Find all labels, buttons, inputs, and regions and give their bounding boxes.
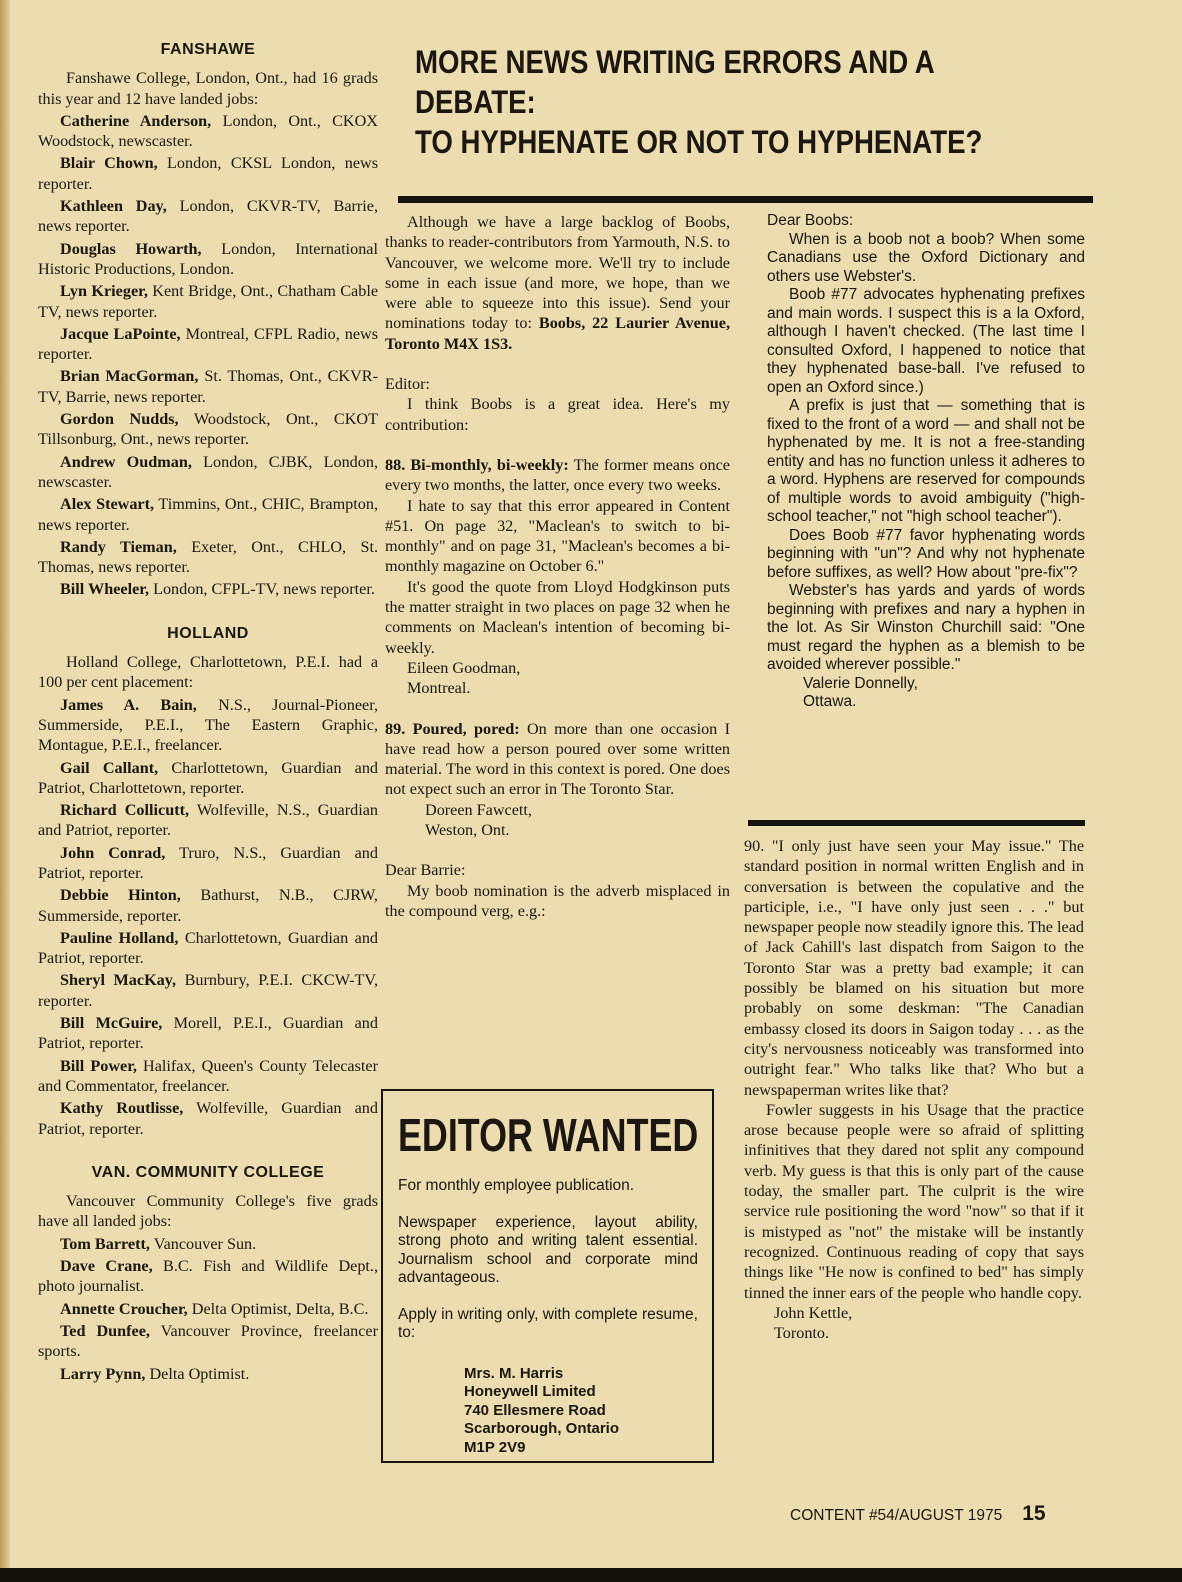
graduate-details: Truro, N.S., Guardian and Patriot, reporter. <box>38 843 378 882</box>
graduate-details: Kent Bridge, Ont., Chatham Cable TV, news reporter. <box>38 282 378 321</box>
ad-p2: Newspaper experience, layout ability, strong photo and writing talent essential. Journalism school and corporate mind advantageous. <box>398 1213 698 1286</box>
graduate-entry <box>38 494 378 535</box>
graduate-name: Randy Tieman, <box>60 537 177 556</box>
graduate-details: Timmins, Ont., CHIC, Brampton, news reporter. <box>38 495 378 534</box>
item-90-p2: Fowler suggests in his Usage that the practice arose because people were so afraid of splitting infinitives that they dared not split any compound verb. My guess is that this is only part of the cause today, the smaller part. The culprit is the wire service rule positioning the word "now" so that if it is mistyped as "not" the mistake will be instantly recognized. Continuous reading of copy that says things like "He now is confined to bed" has simply tinned the inner ears of the people who handle copy. <box>744 1100 1084 1302</box>
graduate-entry <box>38 928 378 969</box>
graduate-entry <box>38 409 378 450</box>
headline-line-2: TO HYPHENATE OR NOT TO HYPHENATE? <box>415 124 983 160</box>
graduate-details: Charlottetown, Guardian and Patriot, reporter. <box>38 928 379 968</box>
graduate-entry <box>38 1234 378 1254</box>
item-89: 89. Poured, pored: On more than one occasion I have read how a person poured over some written material. The word in this context is pored. One does not expect such an error in The Toronto Star. <box>385 719 731 799</box>
graduate-entry <box>38 281 378 322</box>
graduate-entry <box>38 537 378 578</box>
graduate-details: B.C. Fish and Wildlife Dept., photo journalist. <box>38 1257 379 1296</box>
graduate-entry <box>38 1098 378 1139</box>
graduate-name: Annette Croucher, <box>60 1299 188 1318</box>
right-column-rule <box>748 820 1085 826</box>
graduate-name: Tom Barrett, <box>60 1234 150 1253</box>
editor-salutation: Editor: <box>385 375 430 394</box>
graduate-entry <box>38 1321 378 1362</box>
graduate-entry <box>38 800 378 841</box>
graduate-entry <box>38 1013 378 1054</box>
graduate-name: Alex Stewart, <box>60 495 155 514</box>
graduate-entry <box>38 970 378 1011</box>
graduate-details: Vancouver Province, freelancer sports. <box>38 1321 378 1361</box>
graduate-details: Halifax, Queen's County Telecaster and Commentator, freelancer. <box>38 1056 378 1095</box>
graduate-entry <box>38 843 378 884</box>
right-column-letter <box>767 212 1085 712</box>
item-90-column <box>744 836 1084 1343</box>
graduate-name: John Conrad, <box>60 843 166 862</box>
ad-address-line: 740 Ellesmere Road <box>464 1401 606 1419</box>
graduate-details: London, CKSL London, news reporter. <box>38 154 378 193</box>
graduate-name: Larry Pynn, <box>60 1364 146 1383</box>
graduate-name: Andrew Oudman, <box>60 452 192 471</box>
graduate-entry <box>38 695 378 756</box>
graduate-details: London, International Historic Productions, London. <box>38 239 378 278</box>
right-p5: Webster's has yards and yards of words beginning with prefixes and nary a hyphen in the lot. As Sir Winston Churchill said: "One must regard the hyphen as a blemish to be avoided wherever possible." <box>767 582 1085 673</box>
vancouver-intro: Vancouver Community College's five grads have all landed jobs: <box>38 1192 378 1231</box>
right-signature-name: Valerie Donnelly, <box>803 674 918 692</box>
graduate-details: London, CKVR-TV, Barrie, news reporter. <box>38 197 379 236</box>
item-90-lead: 90. "I only just have seen your May issue." The standard position in normal written English and in conversation is between the copulative and the participle, i.e., "I have only just seen . . ." but newspaper people now steadily ignore this. The lead of Jack Cahill's last dispatch from Saigon to the Toronto Star was a pretty bad example; it can possibly be blamed on his situation but more probably on some deskman: "The Canadian embassy closed its doors in Saigon today . . . as the city's nervousness noticeably was transformed into outright fear." Who talks like that? Who but a newspaperman writes like that? <box>744 837 1084 1099</box>
graduate-name: Pauline Holland, <box>60 928 179 947</box>
graduate-entry <box>38 324 378 365</box>
headline-line-1: MORE NEWS WRITING ERRORS AND A DEBATE: <box>415 44 934 120</box>
graduate-entry <box>38 239 378 280</box>
graduate-details: Bathurst, N.B., CJRW, Summerside, reporter. <box>38 886 378 925</box>
fanshawe-list <box>38 111 378 600</box>
graduate-entry <box>38 1056 378 1097</box>
right-p4: Does Boob #77 favor hyphenating words beginning with "un"? And why not hyphenate before suffixes, as well? How about "pre-fix"? <box>767 526 1085 581</box>
page-edge-bottom <box>0 1568 1182 1582</box>
headline-rule <box>398 196 1093 203</box>
graduate-name: Kathleen Day, <box>60 197 167 216</box>
graduate-entry <box>38 1299 378 1319</box>
graduate-name: Douglas Howarth, <box>60 239 202 258</box>
graduate-details: Wolfeville, N.S., Guardian and Patriot, reporter. <box>38 801 379 840</box>
graduate-entry <box>38 111 378 152</box>
item-88-signature-name: Eileen Goodman, <box>407 658 521 677</box>
graduate-name: Gail Callant, <box>60 758 159 777</box>
ad-address-line: Scarborough, Ontario <box>464 1420 620 1437</box>
graduate-details: Exeter, Ont., CHLO, St. Thomas, news reporter. <box>38 537 379 577</box>
right-p2: Boob #77 advocates hyphenating prefixes and main words. I suspect this is a la Oxford, although I haven't checked. (The last time I consulted Oxford, I happened to notice that they hyphenated base-ball. I've refused to open an Oxford since.) <box>767 286 1085 396</box>
graduate-name: Kathy Routlisse, <box>60 1099 184 1118</box>
graduate-name: Bill Power, <box>60 1056 137 1075</box>
graduate-name: James A. Bain, <box>60 695 197 714</box>
graduate-details: Vancouver Sun. <box>153 1234 257 1253</box>
fanshawe-intro: Fanshawe College, London, Ont., had 16 grads this year and 12 have landed jobs: <box>38 69 378 108</box>
right-p1: When is a boob not a boob? When some Canadians use the Oxford Dictionary and others use Webster's. <box>767 230 1085 285</box>
graduate-entry <box>38 758 378 799</box>
item-89-signature-name: Doreen Fawcett, <box>425 800 532 819</box>
graduate-name: Bill McGuire, <box>60 1014 163 1033</box>
graduate-details: N.S., Journal-Pioneer, Summerside, P.E.I., The Eastern Graphic, Montague, P.E.I., freelancer. <box>38 695 379 755</box>
ad-address-line: M1P 2V9 <box>464 1438 526 1456</box>
graduate-entry <box>38 366 378 407</box>
item-90-signature-city: Toronto. <box>774 1324 830 1343</box>
graduate-details: Morell, P.E.I., Guardian and Patriot, reporter. <box>38 1014 378 1053</box>
graduate-name: Debbie Hinton, <box>60 886 181 905</box>
page-edge-left <box>0 0 10 1582</box>
item-88-p3: It's good the quote from Lloyd Hodgkinson puts the matter straight in two places on page 32 when he comments on Maclean's intention of becoming bi-weekly. <box>385 577 730 657</box>
right-salutation: Dear Boobs: <box>767 212 854 229</box>
item-88: 88. Bi-monthly, bi-weekly: The former means once every two months, the latter, once every two weeks. <box>385 455 730 495</box>
boobs-intro: Although we have a large backlog of Boobs, thanks to reader-contributors from Yarmouth, N.S. to Vancouver, we welcome more. We'll try to include some in each issue (and more, we hope, than we were able to squeeze into this issue). Send your nominations today to: Boobs, 22 Laurier Avenue, Toronto M4X 1S3. <box>385 213 730 353</box>
graduate-name: Brian MacGorman, <box>60 367 199 386</box>
boobs-address: Boobs, 22 Laurier Avenue, Toronto M4X 1S3. <box>385 314 730 353</box>
graduate-details: Burnbury, P.E.I. CKCW-TV, reporter. <box>38 971 379 1010</box>
graduate-name: Dave Crane, <box>60 1257 153 1276</box>
issue-label: CONTENT #54/AUGUST 1975 <box>790 1507 1003 1524</box>
graduate-name: Sheryl MacKay, <box>60 971 177 990</box>
ad-address-line: Honeywell Limited <box>464 1383 596 1400</box>
right-p3: A prefix is just that — something that is fixed to the front of a word — and shall not be hyphenated by me. It is not a free-standing entity and has no function unless it adheres to a word. Hyphens are reserved for compounds of multiple words to avoid ambiguity ("high-school teacher," not "high school teacher"). <box>767 397 1085 525</box>
ad-title: EDITOR WANTED <box>398 1109 699 1161</box>
graduate-details: London, CJBK, London, newscaster. <box>38 452 378 491</box>
graduate-entry <box>38 885 378 926</box>
graduate-details: London, Ont., CKOX Woodstock, newscaster. <box>38 111 378 151</box>
graduate-details: Delta Optimist, Delta, B.C. <box>191 1299 369 1318</box>
graduate-details: London, CFPL-TV, news reporter. <box>153 580 375 599</box>
page-number: 15 <box>1022 1502 1046 1525</box>
editor-wanted-ad <box>381 1089 714 1463</box>
graduate-name: Blair Chown, <box>60 154 158 173</box>
graduate-entry <box>38 153 378 194</box>
graduate-name: Lyn Krieger, <box>60 282 148 301</box>
item-88-p2: I hate to say that this error appeared in Content #51. On page 32, "Maclean's to switch to bi-monthly" and on page 31, "Maclean's becomes a bi-monthly magazine on October 6." <box>385 496 730 576</box>
right-signature-city: Ottawa. <box>803 693 857 710</box>
vancouver-list <box>38 1234 378 1384</box>
graduate-details: St. Thomas, Ont., CKVR-TV, Barrie, news reporter. <box>38 367 378 406</box>
holland-list <box>38 695 378 1139</box>
fanshawe-heading: FANSHAWE <box>160 41 256 58</box>
page-footer <box>790 1502 1046 1526</box>
graduate-details: Charlottetown, Guardian and Patriot, Charlottetown, reporter. <box>38 758 379 797</box>
vancouver-heading: VAN. COMMUNITY COLLEGE <box>91 1163 325 1181</box>
left-column <box>38 40 378 1386</box>
barrie-salutation: Dear Barrie: <box>385 861 466 880</box>
holland-intro: Holland College, Charlottetown, P.E.I. had a 100 per cent placement: <box>38 653 378 692</box>
barrie-text: My boob nomination is the adverb misplaced in the compound verg, e.g.: <box>385 881 730 920</box>
ad-address <box>398 1365 698 1458</box>
holland-heading: HOLLAND <box>167 624 249 642</box>
graduate-entry <box>38 452 378 493</box>
graduate-entry <box>38 1364 378 1384</box>
graduate-details: Woodstock, Ont., CKOT Tillsonburg, Ont., news reporter. <box>38 410 378 449</box>
ad-p3: Apply in writing only, with complete resume, to: <box>398 1305 698 1341</box>
graduate-name: Gordon Nudds, <box>60 410 179 429</box>
graduate-entry <box>38 579 378 599</box>
ad-address-line: Mrs. M. Harris <box>464 1364 564 1382</box>
editor-text: I think Boobs is a great idea. Here's my contribution: <box>385 395 730 434</box>
middle-column <box>385 212 730 921</box>
graduate-entry <box>38 196 378 237</box>
item-88-signature-city: Montreal. <box>407 679 471 698</box>
item-90-signature-name: John Kettle, <box>774 1303 853 1322</box>
item-89-signature-city: Weston, Ont. <box>425 821 510 840</box>
page-headline <box>415 42 1002 162</box>
graduate-details: Delta Optimist. <box>149 1364 250 1383</box>
graduate-name: Jacque LaPointe, <box>60 324 181 343</box>
graduate-name: Ted Dunfee, <box>60 1321 150 1340</box>
graduate-name: Catherine Anderson, <box>60 111 212 130</box>
graduate-details: Montreal, CFPL Radio, news reporter. <box>38 324 378 364</box>
ad-p1: For monthly employee publication. <box>398 1177 635 1194</box>
graduate-details: Wolfeville, Guardian and Patriot, reporter. <box>38 1099 378 1138</box>
graduate-name: Richard Collicutt, <box>60 801 190 820</box>
graduate-name: Bill Wheeler, <box>60 580 150 599</box>
graduate-entry <box>38 1256 378 1297</box>
